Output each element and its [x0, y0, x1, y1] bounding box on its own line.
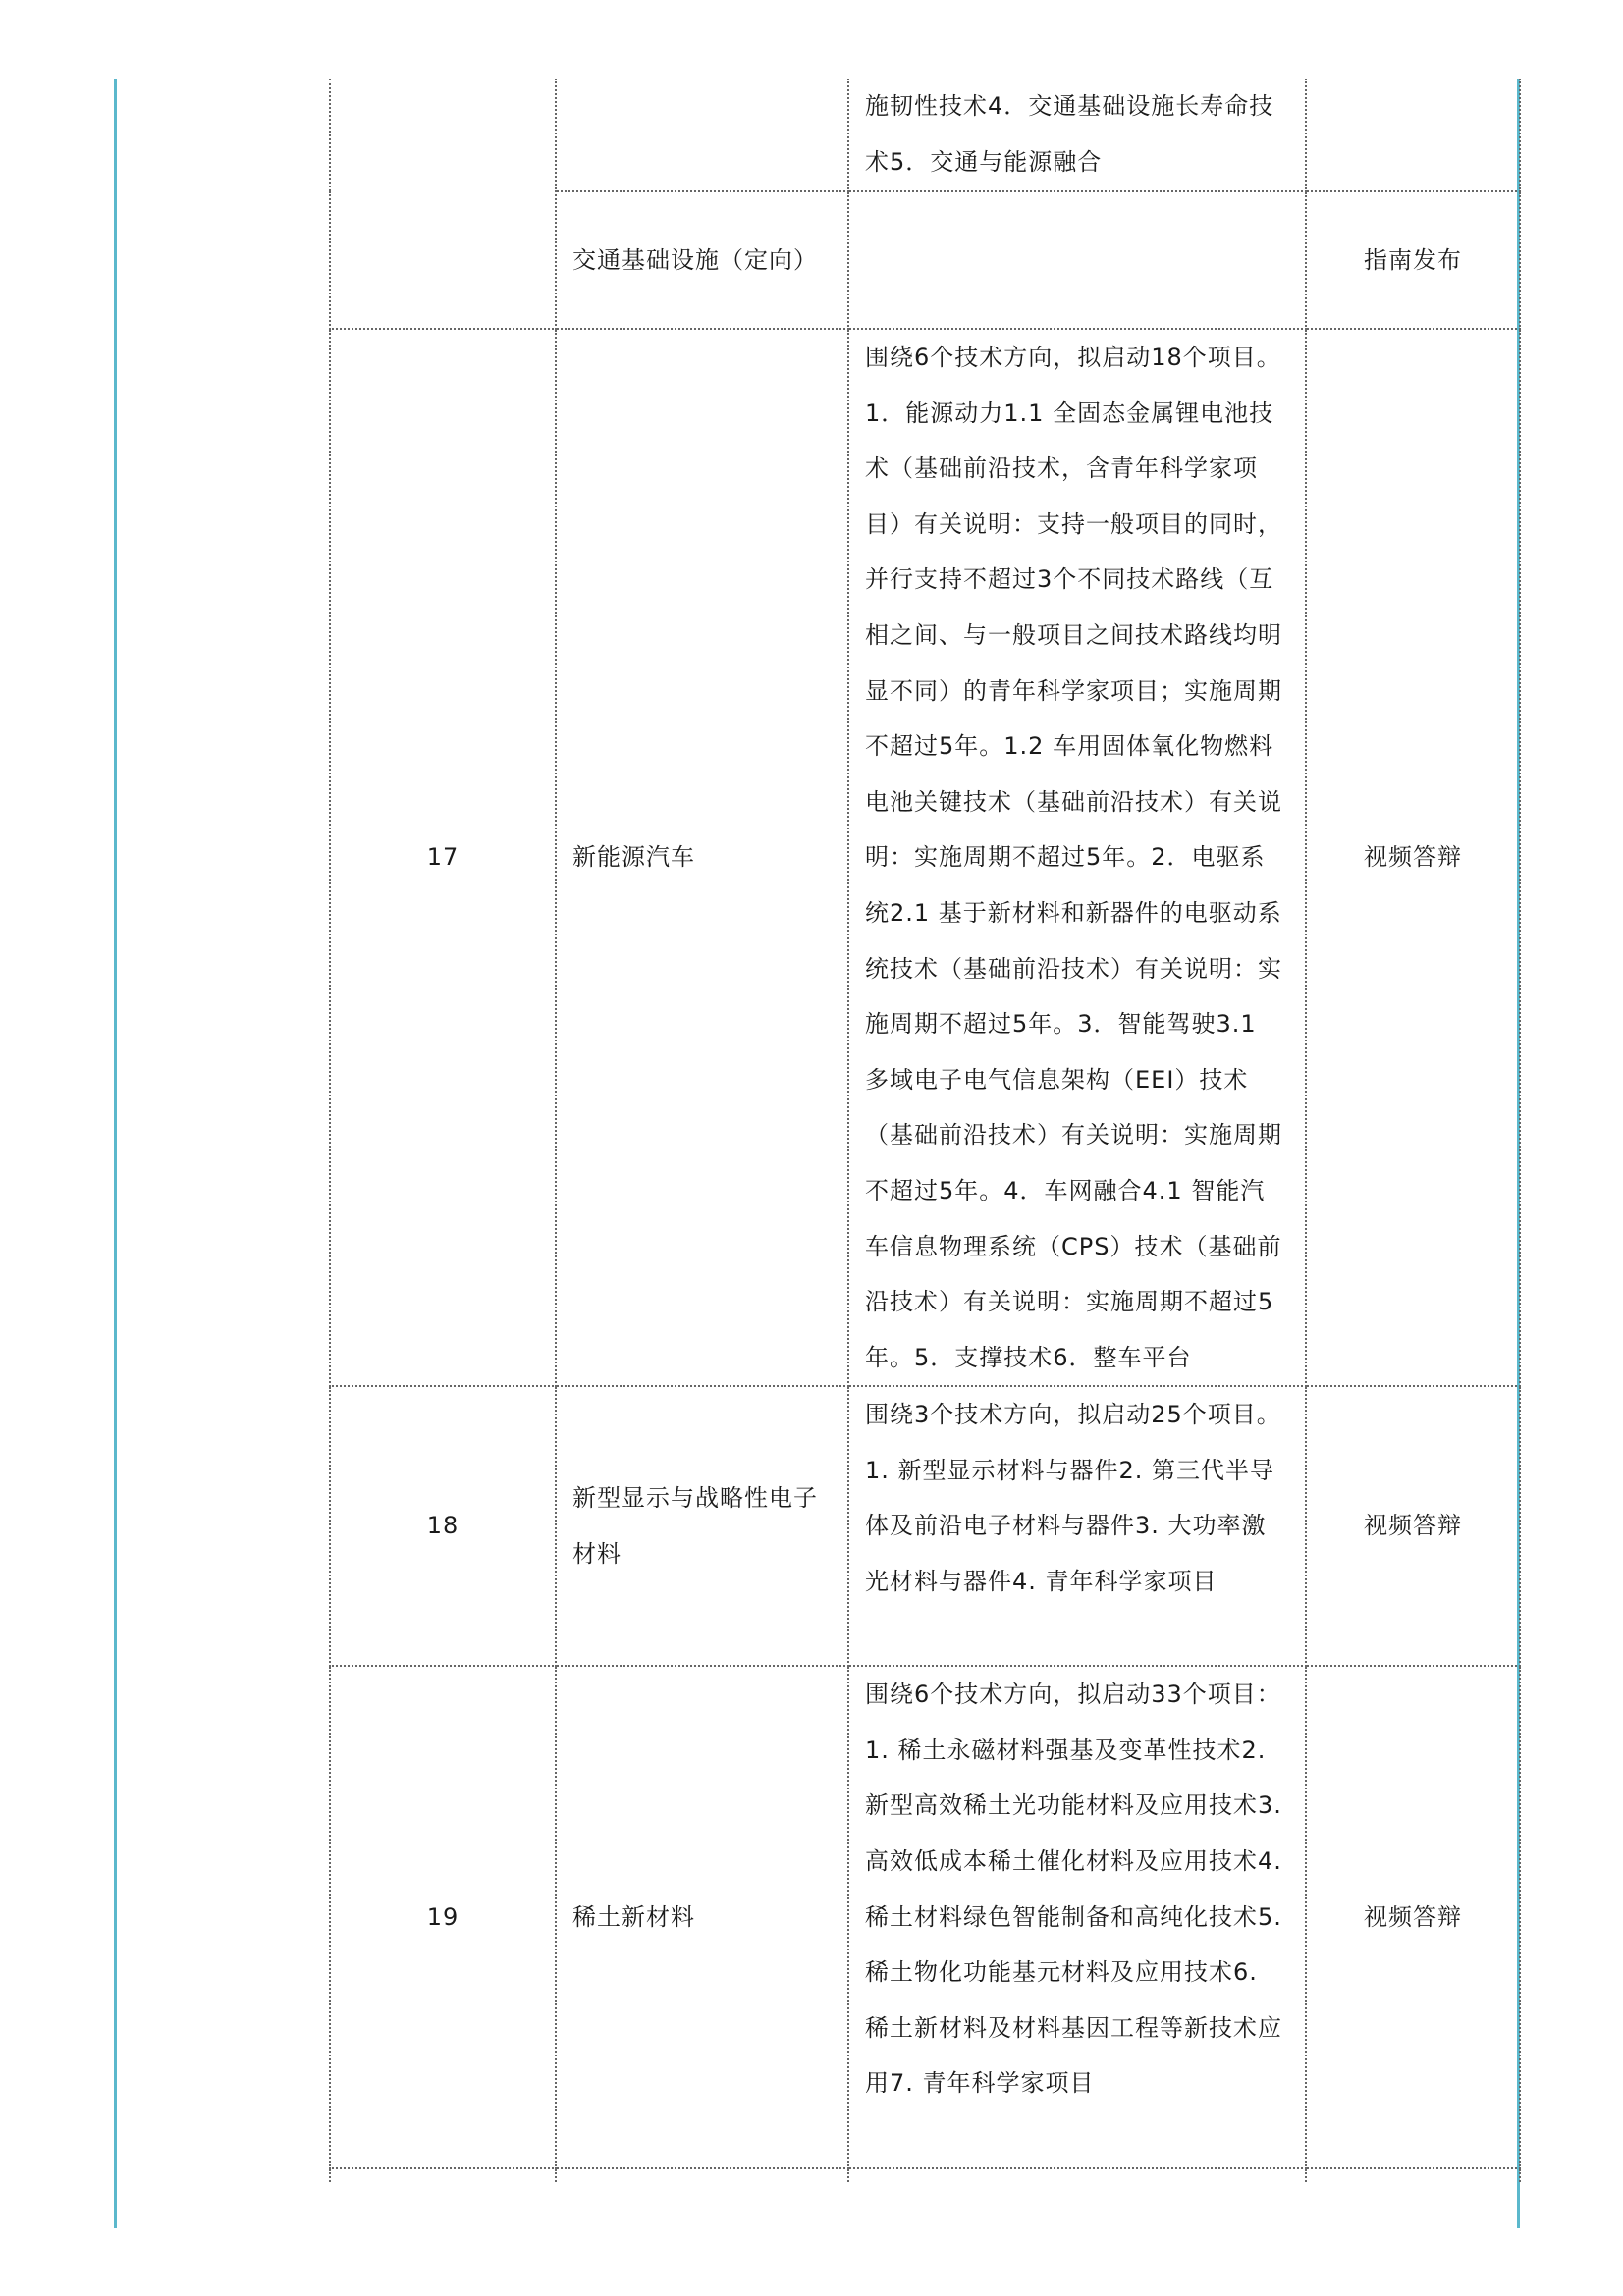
category-cell — [556, 79, 848, 191]
method-cell: 指南发布 — [1306, 191, 1520, 329]
description-cell — [848, 79, 1306, 191]
row-number-cell: 17 — [330, 329, 556, 1386]
method-cell: 视频答辩 — [1306, 329, 1520, 1386]
description-cell — [848, 1386, 1306, 1666]
description-cell — [848, 1666, 1306, 2168]
category-cell: 稀土新材料 — [556, 1666, 848, 2168]
empty-cell — [1306, 2168, 1520, 2182]
description-cell — [848, 191, 1306, 329]
method-cell — [1306, 79, 1520, 191]
description-text: 围绕6个技术方向，拟启动33个项目：1. 稀土永磁材料强基及变革性技术2. 新型高效稀土光功能材料及应用技术3. 高效低成本稀土催化材料及应用技术4. 稀土材料绿色智能制备和高纯化技术5. 稀土物化功能基元材料及应用技术6. 稀土新材料及材料基因工程等新技术应用7. 青年科学家项目 — [865, 1681, 1282, 2098]
empty-cell — [848, 2168, 1306, 2182]
table-row-continuation — [330, 2168, 1520, 2182]
project-table — [329, 79, 1521, 2182]
method-cell: 视频答辩 — [1306, 1386, 1520, 1666]
table-row — [330, 1386, 1520, 1666]
category-cell: 新型显示与战略性电子材料 — [556, 1386, 848, 1666]
table-row — [330, 79, 1520, 191]
description-text: 围绕6个技术方向，拟启动18个项目。1．能源动力1.1 全固态金属锂电池技术（基础前沿技术，含青年科学家项目）有关说明：支持一般项目的同时，并行支持不超过3个不同技术路线（互相之间、与一般项目之间技术路线均明显不同）的青年科学家项目；实施周期不超过5年。1.2 车用固体氧化物燃料电池关键技术（基础前沿技术）有关说明：实施周期不超过5年。2．电驱系统2.1 基于新材料和新器件的电驱动系统技术（基础前沿技术）有关说明：实施周期不超过5年。3．智能驾驶3.1 多域电子电气信息架构（EEI）技术（基础前沿技术）有关说明：实施周期不超过5年。4．车网融合4.1 智能汽车信息物理系统（CPS）技术（基础前沿技术）有关说明：实施周期不超过5年。5．支撑技术6．整车平台 — [865, 344, 1282, 1371]
description-text: 围绕3个技术方向，拟启动25个项目。1. 新型显示材料与器件2. 第三代半导体及前沿电子材料与器件3. 大功率激光材料与器件4. 青年科学家项目 — [865, 1401, 1281, 1596]
description-text: 施韧性技术4．交通基础设施长寿命技术5．交通与能源融合 — [865, 92, 1274, 176]
row-number-cell: 18 — [330, 1386, 556, 1666]
table-row — [330, 1666, 1520, 2168]
row-number-cell: 19 — [330, 1666, 556, 2168]
empty-cell — [330, 2168, 556, 2182]
left-frame-border — [114, 79, 117, 2228]
description-cell — [848, 329, 1306, 1386]
category-cell: 交通基础设施（定向） — [556, 191, 848, 329]
method-cell: 视频答辩 — [1306, 1666, 1520, 2168]
empty-cell — [556, 2168, 848, 2182]
table-row — [330, 329, 1520, 1386]
category-cell: 新能源汽车 — [556, 329, 848, 1386]
row-number-cell — [330, 79, 556, 329]
